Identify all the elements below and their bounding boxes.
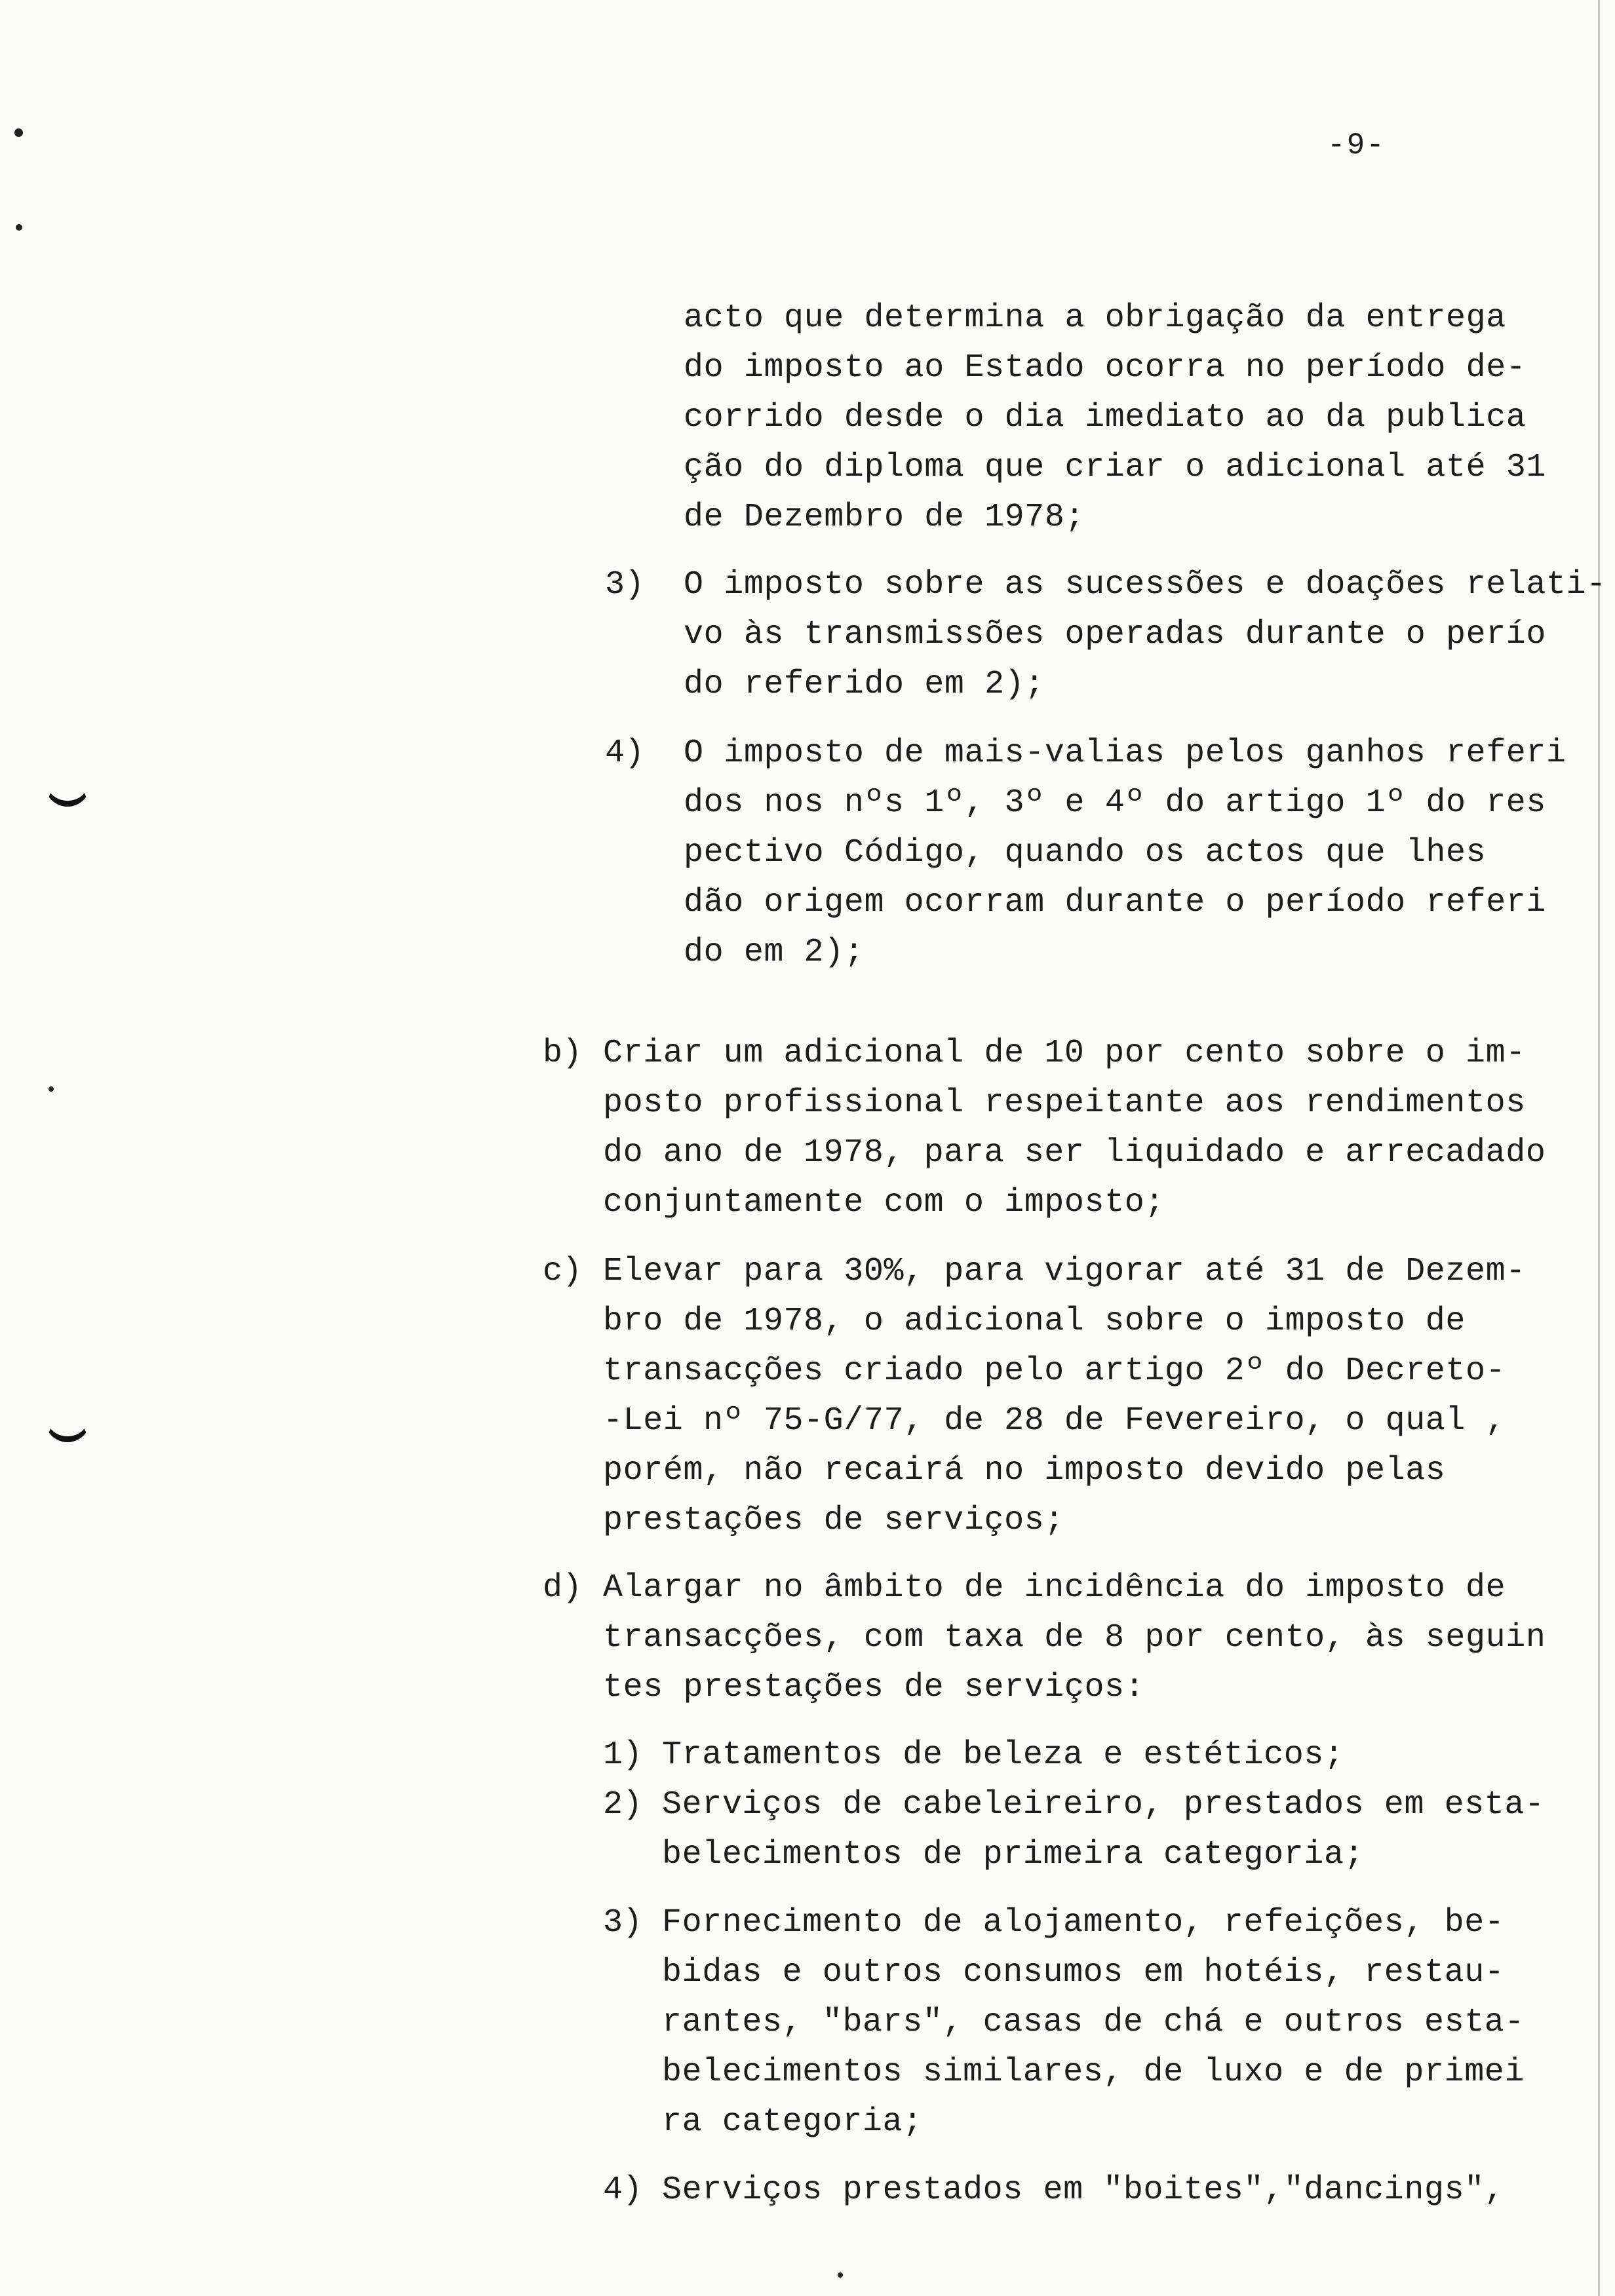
text-line: dão origem ocorram durante o período referi — [684, 884, 1547, 921]
text-line: rantes, "bars", casas de chá e outros esta- — [662, 2004, 1525, 2041]
text-line: transacções, com taxa de 8 por cento, às seguin — [603, 1619, 1546, 1656]
text-line: tes prestações de serviços: — [603, 1669, 1145, 1706]
text-line: de Dezembro de 1978; — [684, 499, 1085, 536]
text-line: transacções criado pelo artigo 2º do Decreto- — [603, 1352, 1506, 1390]
text-line: do referido em 2); — [684, 666, 1045, 703]
text-line: acto que determina a obrigação da entrega — [684, 299, 1506, 337]
text-line: Serviços de cabeleireiro, prestados em esta- — [662, 1786, 1545, 1824]
list-marker: 2) — [603, 1786, 643, 1824]
text-line: Elevar para 30%, para vigorar até 31 de Dezem- — [603, 1253, 1526, 1290]
speck-icon — [14, 128, 23, 137]
speck-icon — [49, 1086, 54, 1092]
list-marker: d) — [543, 1569, 583, 1607]
text-line: prestações de serviços; — [603, 1502, 1064, 1539]
text-line: Criar um adicional de 10 por cento sobre o im- — [603, 1035, 1526, 1072]
list-marker: 3) — [605, 566, 645, 603]
text-line: do imposto ao Estado ocorra no período de- — [684, 349, 1527, 387]
text-line: conjuntamente com o imposto; — [603, 1184, 1165, 1221]
text-line: Serviços prestados em "boites","dancings", — [662, 2172, 1505, 2209]
punch-hole-icon — [45, 760, 90, 807]
text-line: vo às transmissões operadas durante o perío — [684, 616, 1547, 653]
speck-icon — [16, 224, 22, 231]
list-marker: 4) — [605, 735, 645, 772]
text-line: Alargar no âmbito de incidência do imposto de — [603, 1569, 1506, 1607]
page-number: -9- — [1327, 128, 1386, 163]
text-line: dos nos nºs 1º, 3º e 4º do artigo 1º do res — [684, 784, 1547, 822]
list-marker: c) — [543, 1253, 583, 1290]
punch-hole-icon — [45, 1396, 90, 1442]
text-line: posto profissional respeitante aos rendimentos — [603, 1084, 1526, 1122]
speck-icon — [838, 2272, 843, 2278]
text-line: ção do diploma que criar o adicional até 31 — [684, 449, 1547, 486]
text-line: O imposto sobre as sucessões e doações relati- — [684, 566, 1606, 603]
text-line: Tratamentos de beleza e estéticos; — [662, 1736, 1344, 1774]
text-line: pectivo Código, quando os actos que lhes — [684, 834, 1487, 871]
text-line: O imposto de mais-valias pelos ganhos referi — [684, 735, 1566, 772]
list-marker: 1) — [603, 1736, 643, 1774]
text-line: belecimentos de primeira categoria; — [662, 1836, 1365, 1873]
list-marker: 3) — [603, 1904, 643, 1942]
list-marker: 4) — [603, 2172, 643, 2209]
list-marker: b) — [543, 1035, 583, 1072]
text-line: bro de 1978, o adicional sobre o imposto de — [603, 1303, 1466, 1340]
text-line: do em 2); — [684, 934, 865, 971]
page-edge-line — [1598, 0, 1600, 2296]
text-line: do ano de 1978, para ser liquidado e arrecadado — [603, 1134, 1546, 1172]
text-line: porém, não recairá no imposto devido pelas — [603, 1452, 1446, 1489]
text-line: corrido desde o dia imediato ao da publica — [684, 399, 1527, 436]
text-line: bidas e outros consumos em hotéis, restau- — [662, 1954, 1505, 1991]
text-line: -Lei nº 75-G/77, de 28 de Fevereiro, o qual , — [603, 1402, 1506, 1440]
text-line: ra categoria; — [662, 2103, 923, 2141]
text-line: belecimentos similares, de luxo e de primei — [662, 2054, 1525, 2091]
text-line: Fornecimento de alojamento, refeições, be- — [662, 1904, 1505, 1942]
